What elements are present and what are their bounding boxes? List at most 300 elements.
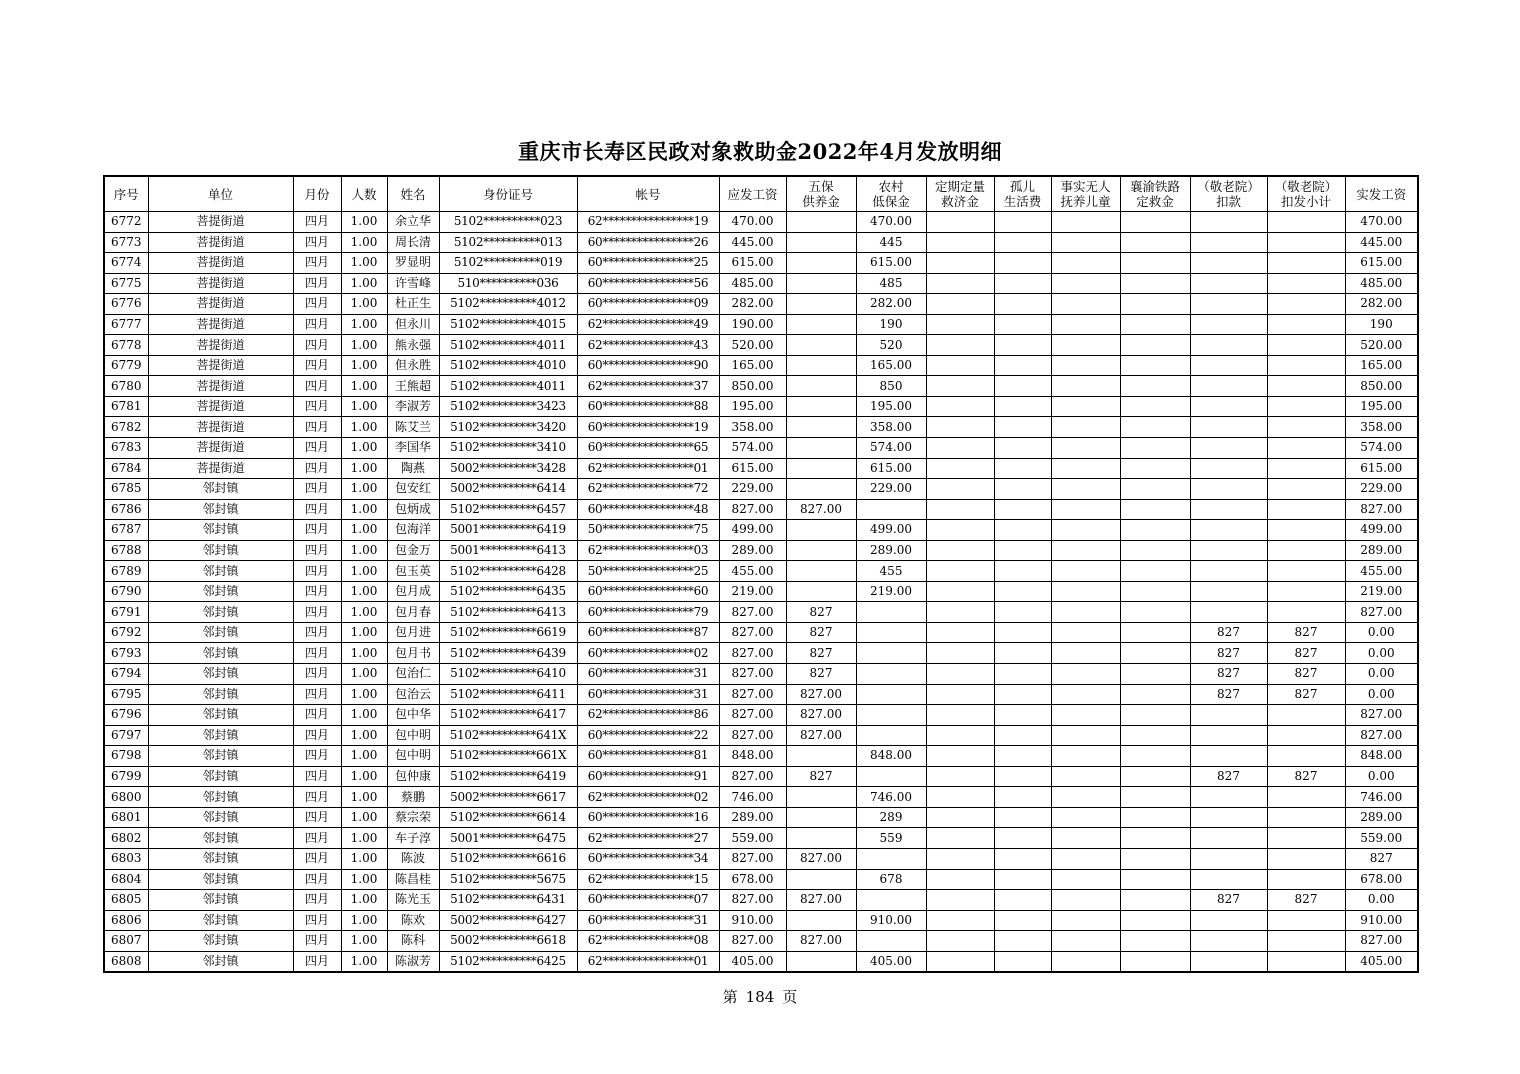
cell-rural-dibao (856, 705, 926, 726)
cell-account: 62****************49 (577, 314, 719, 335)
cell-unsupported-child (1051, 787, 1120, 808)
column-header-fixed-relief: 定期定量 救济金 (926, 176, 994, 212)
cell-seq: 6774 (104, 253, 148, 274)
table-row (104, 705, 1418, 726)
cell-name: 但永川 (387, 314, 439, 335)
cell-month: 四月 (293, 212, 341, 233)
cell-unsupported-child (1051, 355, 1120, 376)
cell-seq: 6791 (104, 602, 148, 623)
cell-net-pay: 827.00 (1345, 602, 1418, 623)
cell-elder-home-subtotal: 827 (1267, 890, 1345, 911)
cell-seq: 6793 (104, 643, 148, 664)
cell-account: 62****************27 (577, 828, 719, 849)
cell-rural-dibao: 195.00 (856, 396, 926, 417)
cell-xiangyu-railway (1120, 520, 1190, 541)
table-row (104, 807, 1418, 828)
cell-fixed-relief (926, 890, 994, 911)
cell-wubao (786, 314, 856, 335)
cell-count: 1.00 (341, 664, 387, 685)
table-row (104, 376, 1418, 397)
cell-fixed-relief (926, 910, 994, 931)
cell-elder-home-deduction (1190, 376, 1267, 397)
cell-rural-dibao: 520 (856, 335, 926, 356)
cell-orphan (994, 561, 1051, 582)
cell-month: 四月 (293, 253, 341, 274)
cell-name: 陈光玉 (387, 890, 439, 911)
cell-net-pay: 282.00 (1345, 294, 1418, 315)
cell-rural-dibao: 455 (856, 561, 926, 582)
cell-unit: 邻封镇 (148, 684, 293, 705)
cell-elder-home-subtotal (1267, 561, 1345, 582)
cell-unsupported-child (1051, 540, 1120, 561)
cell-elder-home-subtotal (1267, 848, 1345, 869)
cell-xiangyu-railway (1120, 848, 1190, 869)
cell-elder-home-deduction (1190, 828, 1267, 849)
cell-xiangyu-railway (1120, 766, 1190, 787)
cell-month: 四月 (293, 479, 341, 500)
column-header-unsupported-child: 事实无人 抚养儿童 (1051, 176, 1120, 212)
cell-orphan (994, 499, 1051, 520)
cell-month: 四月 (293, 787, 341, 808)
cell-seq: 6803 (104, 848, 148, 869)
cell-seq: 6806 (104, 910, 148, 931)
cell-elder-home-subtotal: 827 (1267, 684, 1345, 705)
table-row (104, 314, 1418, 335)
cell-net-pay: 827.00 (1345, 725, 1418, 746)
cell-payable: 289.00 (719, 540, 786, 561)
cell-orphan (994, 807, 1051, 828)
cell-id-number: 5001**********6475 (439, 828, 577, 849)
cell-account: 60****************91 (577, 766, 719, 787)
cell-elder-home-deduction (1190, 848, 1267, 869)
cell-unit: 邻封镇 (148, 828, 293, 849)
cell-unsupported-child (1051, 622, 1120, 643)
cell-count: 1.00 (341, 622, 387, 643)
cell-id-number: 5002**********6617 (439, 787, 577, 808)
cell-seq: 6780 (104, 376, 148, 397)
cell-fixed-relief (926, 232, 994, 253)
cell-orphan (994, 705, 1051, 726)
cell-net-pay: 746.00 (1345, 787, 1418, 808)
column-header-orphan: 孤儿 生活费 (994, 176, 1051, 212)
cell-elder-home-subtotal (1267, 828, 1345, 849)
cell-month: 四月 (293, 335, 341, 356)
cell-month: 四月 (293, 931, 341, 952)
cell-net-pay: 848.00 (1345, 746, 1418, 767)
cell-id-number: 5102**********5675 (439, 869, 577, 890)
cell-orphan (994, 951, 1051, 972)
cell-elder-home-deduction (1190, 355, 1267, 376)
cell-xiangyu-railway (1120, 458, 1190, 479)
cell-fixed-relief (926, 314, 994, 335)
cell-name: 熊永强 (387, 335, 439, 356)
cell-wubao: 827.00 (786, 705, 856, 726)
cell-elder-home-deduction (1190, 232, 1267, 253)
cell-payable: 190.00 (719, 314, 786, 335)
cell-payable: 165.00 (719, 355, 786, 376)
cell-rural-dibao (856, 499, 926, 520)
cell-elder-home-deduction (1190, 499, 1267, 520)
cell-orphan (994, 396, 1051, 417)
table-row (104, 931, 1418, 952)
cell-unit: 菩提街道 (148, 335, 293, 356)
cell-net-pay: 190 (1345, 314, 1418, 335)
cell-count: 1.00 (341, 684, 387, 705)
cell-unsupported-child (1051, 643, 1120, 664)
cell-wubao: 827.00 (786, 499, 856, 520)
cell-wubao (786, 540, 856, 561)
cell-count: 1.00 (341, 232, 387, 253)
cell-orphan (994, 479, 1051, 500)
cell-count: 1.00 (341, 561, 387, 582)
cell-fixed-relief (926, 294, 994, 315)
cell-rural-dibao (856, 890, 926, 911)
table-row (104, 622, 1418, 643)
cell-name: 李国华 (387, 438, 439, 459)
cell-fixed-relief (926, 417, 994, 438)
cell-elder-home-deduction (1190, 520, 1267, 541)
table-row (104, 520, 1418, 541)
cell-net-pay: 195.00 (1345, 396, 1418, 417)
cell-month: 四月 (293, 520, 341, 541)
cell-name: 包海洋 (387, 520, 439, 541)
cell-id-number: 5102**********6417 (439, 705, 577, 726)
cell-count: 1.00 (341, 931, 387, 952)
table-row (104, 458, 1418, 479)
cell-month: 四月 (293, 622, 341, 643)
cell-month: 四月 (293, 273, 341, 294)
cell-xiangyu-railway (1120, 622, 1190, 643)
cell-name: 包安红 (387, 479, 439, 500)
cell-unsupported-child (1051, 910, 1120, 931)
cell-elder-home-subtotal (1267, 314, 1345, 335)
cell-count: 1.00 (341, 520, 387, 541)
table-row (104, 253, 1418, 274)
cell-account: 60****************65 (577, 438, 719, 459)
cell-orphan (994, 828, 1051, 849)
cell-count: 1.00 (341, 890, 387, 911)
cell-rural-dibao: 445 (856, 232, 926, 253)
cell-name: 包炳成 (387, 499, 439, 520)
cell-unsupported-child (1051, 479, 1120, 500)
cell-orphan (994, 622, 1051, 643)
cell-month: 四月 (293, 643, 341, 664)
cell-orphan (994, 253, 1051, 274)
cell-elder-home-subtotal (1267, 746, 1345, 767)
cell-month: 四月 (293, 396, 341, 417)
cell-fixed-relief (926, 212, 994, 233)
cell-fixed-relief (926, 499, 994, 520)
cell-orphan (994, 438, 1051, 459)
cell-xiangyu-railway (1120, 438, 1190, 459)
cell-count: 1.00 (341, 314, 387, 335)
cell-elder-home-deduction: 827 (1190, 643, 1267, 664)
cell-unit: 邻封镇 (148, 910, 293, 931)
cell-payable: 195.00 (719, 396, 786, 417)
cell-orphan (994, 314, 1051, 335)
cell-id-number: 5102**********6425 (439, 951, 577, 972)
cell-net-pay: 615.00 (1345, 458, 1418, 479)
cell-unsupported-child (1051, 664, 1120, 685)
cell-seq: 6794 (104, 664, 148, 685)
cell-rural-dibao: 615.00 (856, 253, 926, 274)
cell-unsupported-child (1051, 232, 1120, 253)
cell-net-pay: 520.00 (1345, 335, 1418, 356)
cell-wubao (786, 232, 856, 253)
cell-seq: 6775 (104, 273, 148, 294)
column-header-name: 姓名 (387, 176, 439, 212)
cell-wubao: 827.00 (786, 890, 856, 911)
cell-net-pay: 559.00 (1345, 828, 1418, 849)
cell-account: 60****************48 (577, 499, 719, 520)
cell-id-number: 5102**********3423 (439, 396, 577, 417)
cell-count: 1.00 (341, 294, 387, 315)
cell-unsupported-child (1051, 499, 1120, 520)
cell-orphan (994, 766, 1051, 787)
cell-seq: 6786 (104, 499, 148, 520)
cell-payable: 499.00 (719, 520, 786, 541)
cell-xiangyu-railway (1120, 684, 1190, 705)
cell-xiangyu-railway (1120, 951, 1190, 972)
cell-unsupported-child (1051, 438, 1120, 459)
cell-count: 1.00 (341, 602, 387, 623)
cell-fixed-relief (926, 951, 994, 972)
cell-elder-home-subtotal (1267, 253, 1345, 274)
cell-id-number: 5102**********6410 (439, 664, 577, 685)
cell-account: 62****************08 (577, 931, 719, 952)
cell-name: 包中明 (387, 746, 439, 767)
cell-wubao (786, 479, 856, 500)
cell-elder-home-deduction (1190, 869, 1267, 890)
cell-account: 60****************26 (577, 232, 719, 253)
cell-rural-dibao: 358.00 (856, 417, 926, 438)
cell-payable: 520.00 (719, 335, 786, 356)
cell-unit: 邻封镇 (148, 622, 293, 643)
cell-elder-home-deduction: 827 (1190, 664, 1267, 685)
cell-elder-home-subtotal: 827 (1267, 643, 1345, 664)
cell-elder-home-subtotal: 827 (1267, 622, 1345, 643)
cell-xiangyu-railway (1120, 931, 1190, 952)
cell-account: 60****************07 (577, 890, 719, 911)
cell-id-number: 5102**********019 (439, 253, 577, 274)
cell-month: 四月 (293, 438, 341, 459)
table-row (104, 746, 1418, 767)
column-header-elder-home-deduction: （敬老院） 扣款 (1190, 176, 1267, 212)
cell-orphan (994, 602, 1051, 623)
cell-id-number: 5002**********6618 (439, 931, 577, 952)
cell-wubao (786, 869, 856, 890)
cell-elder-home-subtotal: 827 (1267, 766, 1345, 787)
table-row (104, 561, 1418, 582)
cell-name: 陈波 (387, 848, 439, 869)
cell-wubao: 827.00 (786, 931, 856, 952)
cell-elder-home-subtotal (1267, 438, 1345, 459)
page-prefix: 第 (722, 988, 738, 1006)
cell-seq: 6792 (104, 622, 148, 643)
cell-id-number: 5102**********4015 (439, 314, 577, 335)
cell-wubao (786, 951, 856, 972)
cell-unit: 邻封镇 (148, 848, 293, 869)
cell-wubao (786, 212, 856, 233)
cell-account: 62****************01 (577, 458, 719, 479)
cell-unit: 菩提街道 (148, 212, 293, 233)
cell-net-pay: 0.00 (1345, 766, 1418, 787)
cell-elder-home-subtotal (1267, 232, 1345, 253)
cell-unit: 邻封镇 (148, 664, 293, 685)
cell-elder-home-subtotal (1267, 520, 1345, 541)
cell-xiangyu-railway (1120, 417, 1190, 438)
cell-fixed-relief (926, 766, 994, 787)
cell-account: 60****************60 (577, 581, 719, 602)
table-row (104, 890, 1418, 911)
cell-month: 四月 (293, 540, 341, 561)
cell-name: 李淑芳 (387, 396, 439, 417)
cell-unsupported-child (1051, 848, 1120, 869)
cell-fixed-relief (926, 787, 994, 808)
cell-id-number: 5001**********6419 (439, 520, 577, 541)
cell-payable: 574.00 (719, 438, 786, 459)
cell-xiangyu-railway (1120, 602, 1190, 623)
cell-fixed-relief (926, 828, 994, 849)
cell-id-number: 5102**********6411 (439, 684, 577, 705)
cell-name: 罗显明 (387, 253, 439, 274)
cell-payable: 615.00 (719, 253, 786, 274)
cell-orphan (994, 335, 1051, 356)
column-header-unit: 单位 (148, 176, 293, 212)
cell-net-pay: 470.00 (1345, 212, 1418, 233)
cell-xiangyu-railway (1120, 314, 1190, 335)
cell-rural-dibao: 229.00 (856, 479, 926, 500)
cell-wubao (786, 561, 856, 582)
cell-count: 1.00 (341, 848, 387, 869)
cell-elder-home-deduction (1190, 561, 1267, 582)
cell-unsupported-child (1051, 458, 1120, 479)
cell-wubao (786, 787, 856, 808)
cell-orphan (994, 232, 1051, 253)
table-row (104, 499, 1418, 520)
cell-wubao (786, 438, 856, 459)
cell-fixed-relief (926, 273, 994, 294)
cell-xiangyu-railway (1120, 396, 1190, 417)
cell-net-pay: 0.00 (1345, 622, 1418, 643)
cell-count: 1.00 (341, 273, 387, 294)
cell-unit: 邻封镇 (148, 561, 293, 582)
cell-payable: 827.00 (719, 602, 786, 623)
cell-rural-dibao: 910.00 (856, 910, 926, 931)
cell-name: 包月进 (387, 622, 439, 643)
cell-rural-dibao: 559 (856, 828, 926, 849)
cell-id-number: 5002**********6414 (439, 479, 577, 500)
cell-elder-home-deduction: 827 (1190, 766, 1267, 787)
cell-count: 1.00 (341, 540, 387, 561)
cell-wubao (786, 458, 856, 479)
table-row (104, 848, 1418, 869)
cell-payable: 848.00 (719, 746, 786, 767)
cell-net-pay: 615.00 (1345, 253, 1418, 274)
cell-net-pay: 0.00 (1345, 664, 1418, 685)
cell-fixed-relief (926, 540, 994, 561)
cell-wubao: 827.00 (786, 848, 856, 869)
cell-orphan (994, 581, 1051, 602)
cell-xiangyu-railway (1120, 212, 1190, 233)
cell-month: 四月 (293, 664, 341, 685)
cell-month: 四月 (293, 499, 341, 520)
cell-payable: 827.00 (719, 664, 786, 685)
cell-seq: 6795 (104, 684, 148, 705)
cell-account: 62****************15 (577, 869, 719, 890)
cell-account: 60****************31 (577, 910, 719, 931)
cell-count: 1.00 (341, 787, 387, 808)
cell-unit: 菩提街道 (148, 253, 293, 274)
cell-id-number: 5102**********023 (439, 212, 577, 233)
cell-unsupported-child (1051, 890, 1120, 911)
cell-net-pay: 678.00 (1345, 869, 1418, 890)
cell-elder-home-subtotal (1267, 396, 1345, 417)
cell-payable: 827.00 (719, 931, 786, 952)
cell-xiangyu-railway (1120, 910, 1190, 931)
cell-wubao (786, 520, 856, 541)
cell-count: 1.00 (341, 766, 387, 787)
cell-wubao (786, 335, 856, 356)
cell-unsupported-child (1051, 520, 1120, 541)
cell-orphan (994, 931, 1051, 952)
table-row (104, 787, 1418, 808)
cell-seq: 6784 (104, 458, 148, 479)
cell-elder-home-deduction (1190, 212, 1267, 233)
cell-name: 周长清 (387, 232, 439, 253)
cell-count: 1.00 (341, 869, 387, 890)
cell-name: 陈昌桂 (387, 869, 439, 890)
cell-elder-home-subtotal (1267, 499, 1345, 520)
cell-xiangyu-railway (1120, 479, 1190, 500)
cell-elder-home-deduction (1190, 273, 1267, 294)
cell-count: 1.00 (341, 828, 387, 849)
cell-elder-home-subtotal (1267, 725, 1345, 746)
table-row (104, 910, 1418, 931)
page-footer (0, 986, 1520, 1007)
cell-count: 1.00 (341, 396, 387, 417)
cell-rural-dibao (856, 725, 926, 746)
cell-elder-home-subtotal (1267, 540, 1345, 561)
cell-elder-home-subtotal (1267, 807, 1345, 828)
cell-xiangyu-railway (1120, 499, 1190, 520)
cell-payable: 615.00 (719, 458, 786, 479)
cell-account: 60****************16 (577, 807, 719, 828)
cell-unit: 菩提街道 (148, 396, 293, 417)
cell-rural-dibao: 165.00 (856, 355, 926, 376)
cell-unsupported-child (1051, 828, 1120, 849)
cell-net-pay: 229.00 (1345, 479, 1418, 500)
cell-rural-dibao: 190 (856, 314, 926, 335)
cell-payable: 827.00 (719, 643, 786, 664)
cell-elder-home-subtotal: 827 (1267, 664, 1345, 685)
cell-xiangyu-railway (1120, 643, 1190, 664)
cell-name: 余立华 (387, 212, 439, 233)
column-header-month: 月份 (293, 176, 341, 212)
cell-elder-home-subtotal (1267, 581, 1345, 602)
table-row (104, 643, 1418, 664)
cell-xiangyu-railway (1120, 561, 1190, 582)
cell-orphan (994, 294, 1051, 315)
cell-seq: 6787 (104, 520, 148, 541)
cell-id-number: 5102**********3410 (439, 438, 577, 459)
cell-name: 蔡鹏 (387, 787, 439, 808)
cell-payable: 678.00 (719, 869, 786, 890)
cell-count: 1.00 (341, 581, 387, 602)
cell-count: 1.00 (341, 807, 387, 828)
cell-orphan (994, 376, 1051, 397)
cell-unit: 邻封镇 (148, 787, 293, 808)
